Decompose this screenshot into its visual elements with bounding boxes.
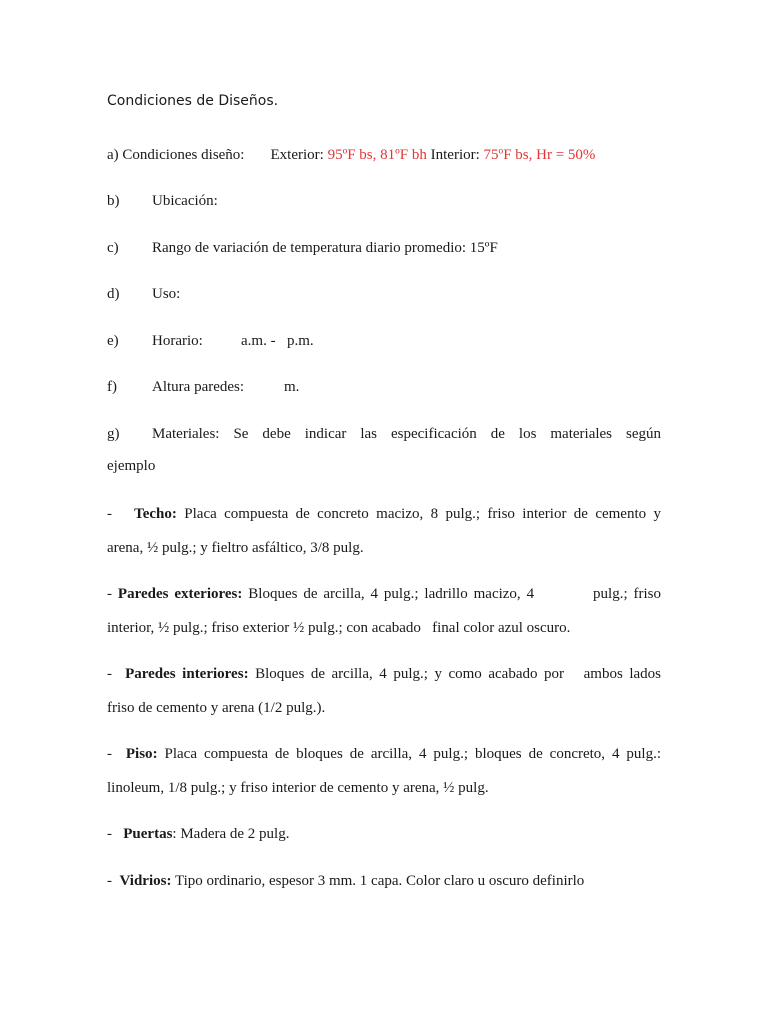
material-line2: linoleum, 1/8 pulg.; y friso interior de cemento y arena, ½ pulg. [107,780,489,796]
material-line1: Placa compuesta de concreto macizo, 8 pulg.; friso interior de cemento y [184,506,662,522]
item-c-text: Rango de variación de temperatura diario promedio: 15ºF [152,240,498,256]
interior-value: 75ºF bs, Hr = 50% [483,147,596,163]
item-g [107,417,661,483]
material-line1: Placa compuesta de bloques de arcilla, 4 pulg.; bloques de concreto, 4 pulg.: [164,746,662,762]
item-f-label: f) [107,379,117,395]
material-piso: - Piso: Placa compuesta de bloques de arcilla, 4 pulg.; bloques de concreto, 4 pulg.: linoleum, 1/8 pulg.; y friso interior de cemento y arena, ½ pulg. [107,737,661,805]
material-line2: interior, ½ pulg.; friso exterior ½ pulg.; con acabado final color azul oscuro. [107,620,571,636]
material-name: Puertas [123,826,173,842]
item-a-label: a) Condiciones diseño: [107,147,245,163]
item-g-continuation: ejemplo [107,458,156,474]
item-b-text: Ubicación: [152,193,218,209]
material-line1: Tipo ordinario, espesor 3 mm. 1 capa. Color claro u oscuro definirlo [174,873,585,889]
exterior-label: Exterior: [270,147,324,163]
material-name: Paredes exteriores [117,586,238,602]
item-e-text: Horario: [152,333,203,349]
material-line1: Bloques de arcilla, 4 pulg.; ladrillo macizo, 4 pulg.; friso [248,586,662,602]
material-line2: friso de cemento y arena (1/2 pulg.). [107,700,326,716]
interior-label: Interior: [430,147,480,163]
material-name: Piso [125,746,153,762]
material-paredes-interiores: - Paredes interiores: Bloques de arcilla, 4 pulg.; y como acabado por ambos lados friso de cemento y arena (1/2 pulg.). [107,657,661,725]
item-d-label: d) [107,286,120,302]
exterior-value: 95ºF bs, 81ºF bh [327,147,427,163]
item-b-label: b) [107,193,120,209]
item-g-text: Materiales: Se debe indicar las especificación de los materiales según [152,426,661,442]
material-dash: - [107,873,112,889]
material-paredes-exteriores: - Paredes exteriores: Bloques de arcilla, 4 pulg.; ladrillo macizo, 4 pulg.; friso interior, ½ pulg.; friso exterior ½ pulg.; con acabado final color azul oscuro. [107,577,661,645]
item-d-text: Uso: [152,286,181,302]
item-g-label: g) [107,426,120,442]
material-puertas: - Puertas: Madera de 2 pulg. [107,826,290,842]
material-line1: Bloques de arcilla, 4 pulg.; y como acabado por ambos lados [255,666,662,682]
material-techo: - Techo: Placa compuesta de concreto macizo, 8 pulg.; friso interior de cemento y arena, ½ pulg.; y fieltro asfáltico, 3/8 pulg. [107,497,661,565]
item-c-label: c) [107,240,119,256]
material-dash: - [107,506,112,522]
material-name: Techo [134,506,172,522]
material-name: Paredes interiores [125,666,244,682]
page-title: Condiciones de Diseños. [107,93,279,109]
material-name: Vidrios [119,873,167,889]
material-dash: - [107,666,112,682]
material-dash: - [107,826,112,842]
item-f-unit: m. [284,379,300,395]
item-a [107,145,595,165]
material-line1: Madera de 2 pulg. [180,826,290,842]
item-e-label: e) [107,333,119,349]
item-e-am: a.m. - [241,333,276,349]
item-f-text: Altura paredes: [152,379,245,395]
item-e-pm: p.m. [287,333,314,349]
material-dash: - [107,586,112,602]
material-vidrios: - Vidrios: Tipo ordinario, espesor 3 mm. 1 capa. Color claro u oscuro definirlo [107,873,585,889]
material-line2: arena, ½ pulg.; y fieltro asfáltico, 3/8 pulg. [107,540,364,556]
material-dash: - [107,746,112,762]
